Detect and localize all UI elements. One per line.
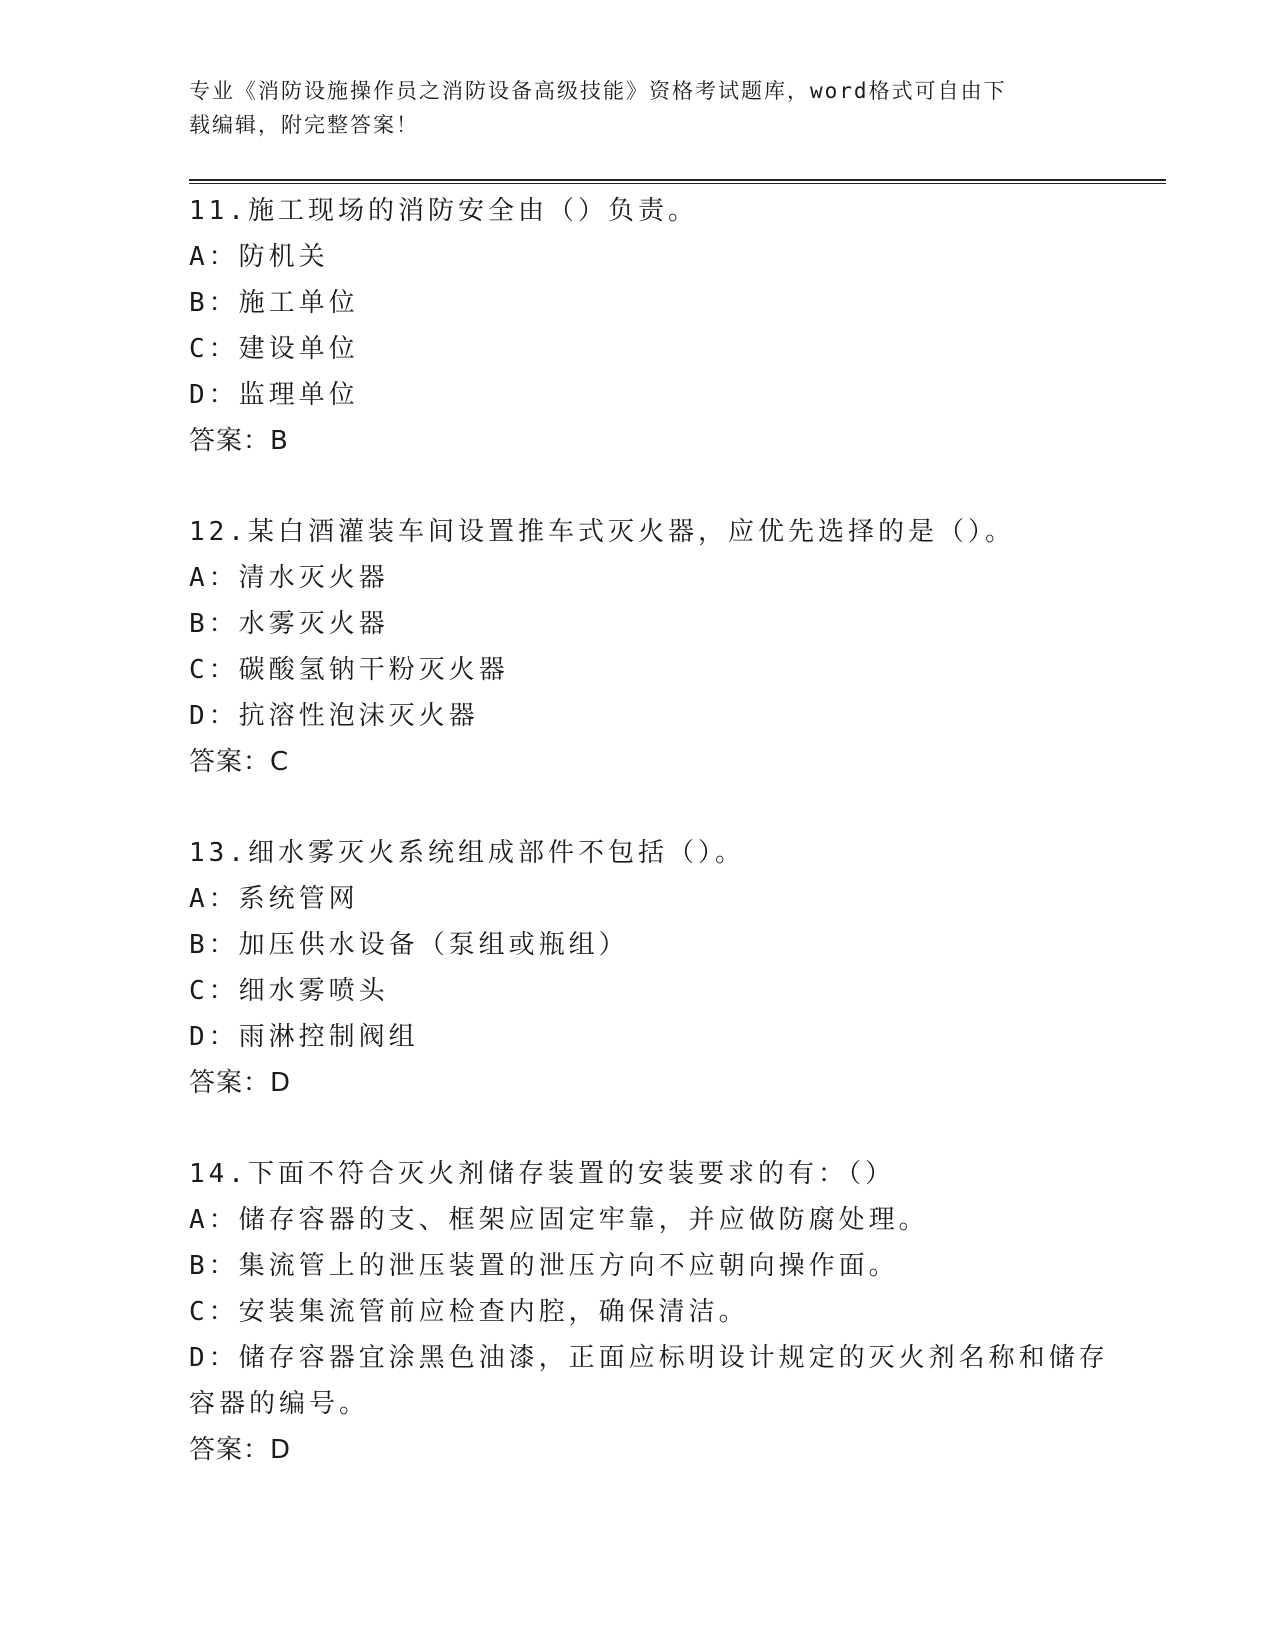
question-stem: 14.下面不符合灭火剂储存装置的安装要求的有：（） [189,1159,895,1189]
question-14 [189,1151,1109,1473]
option-b: B：加压供水设备（泵组或瓶组） [189,930,629,960]
option-d: D：储存容器宜涂黑色油漆，正面应标明设计规定的灭火剂名称和储存 [189,1343,1109,1373]
answer-label: 答案：C [189,747,290,777]
option-a: A：系统管网 [189,884,359,914]
option-b: B：集流管上的泄压装置的泄压方向不应朝向操作面。 [189,1251,899,1281]
header-line-2: 载编辑，附完整答案！ [189,113,419,137]
option-d: D：抗溶性泡沫灭火器 [189,701,479,731]
option-c: C：建设单位 [189,334,359,364]
option-b: B：水雾灭火器 [189,609,389,639]
header-line-1: 专业《消防设施操作员之消防设备高级技能》资格考试题库，word格式可自由下 [189,79,1007,103]
option-c: C：碳酸氢钠干粉灭火器 [189,655,509,685]
question-stem: 11.施工现场的消防安全由（）负责。 [189,196,698,226]
header-divider-thin [189,183,1166,184]
question-stem: 12.某白酒灌装车间设置推车式灭火器，应优先选择的是（）。 [189,517,1015,547]
header-divider-thick [189,179,1166,181]
option-c: C：安装集流管前应检查内腔，确保清洁。 [189,1297,749,1327]
option-d-continuation: 容器的编号。 [189,1389,370,1419]
answer-label: 答案：B [189,426,289,456]
answer-label: 答案：D [189,1068,292,1098]
question-list [189,188,1109,1518]
question-stem: 13.细水雾灭火系统组成部件不包括（）。 [189,838,745,868]
question-13 [189,830,1089,1106]
question-11 [189,188,1089,464]
answer-label: 答案：D [189,1435,292,1465]
option-d: D：雨淋控制阀组 [189,1022,419,1052]
document-header [189,74,1069,142]
option-a: A：防机关 [189,242,329,272]
option-d: D：监理单位 [189,380,359,410]
option-b: B：施工单位 [189,288,359,318]
question-12 [189,509,1089,785]
option-c: C：细水雾喷头 [189,976,389,1006]
option-a: A：储存容器的支、框架应固定牢靠，并应做防腐处理。 [189,1205,929,1235]
option-a: A：清水灭火器 [189,563,389,593]
